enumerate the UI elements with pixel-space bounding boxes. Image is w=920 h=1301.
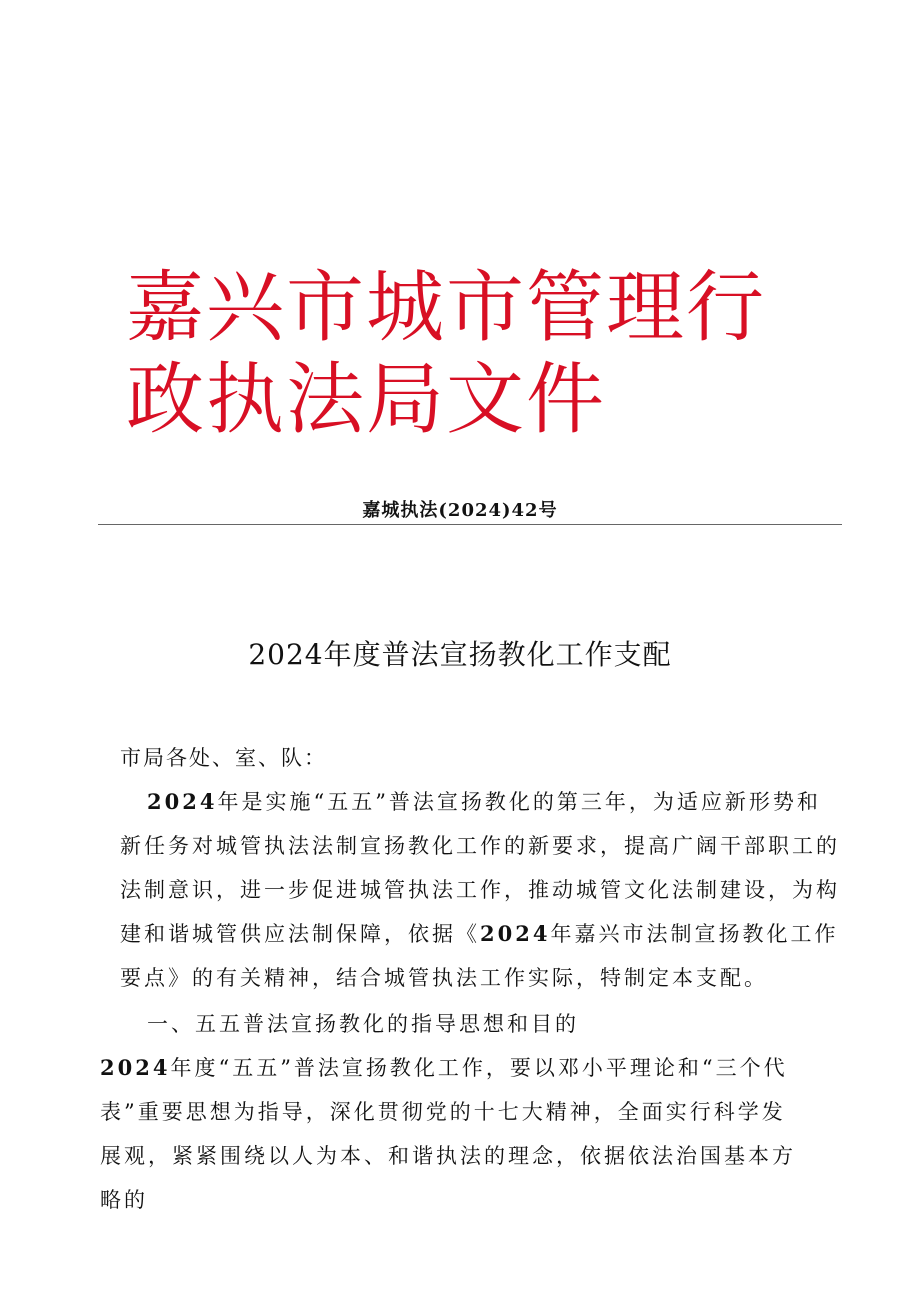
section-1-heading: 一、五五普法宣扬教化的指导思想和目的 xyxy=(147,1012,579,1036)
paragraph-2 xyxy=(100,1046,800,1222)
organization-header-title: 嘉兴市城市管理行政执法局文件 xyxy=(126,263,767,445)
paragraph-2-text-part-1: 年度“五五”普法宣扬教化工作，要以邓小平理论和“三个代表”重要思想为指导，深化贯彻党的十七大精神，全面实行科学发展观，紧紧围绕以人为本、和谐执法的理念，依据依法治国基本方略的 xyxy=(100,1056,796,1212)
paragraph-1-text-part-2: 年嘉兴市法制宣扬教化工作要点》的有关精神，结合城管执法工作实际，特制定本支配。 xyxy=(120,922,839,990)
paragraph-2-year: 2024 xyxy=(100,1055,171,1080)
paragraph-1-year-2: 2024 xyxy=(480,921,551,946)
paragraph-1-year: 2024 xyxy=(147,789,218,814)
paragraph-1 xyxy=(100,780,840,1000)
document-body xyxy=(100,736,840,1222)
paragraph-1-text-part-1: 年是实施“五五”普法宣扬教化的第三年，为适应新形势和新任务对城管执法法制宣扬教化工作的新要求，提高广阔干部职工的法制意识，进一步促进城管执法工作，推动城管文化法制建设，为构建和谐城管供应法制保障，依据《 xyxy=(120,790,840,946)
salutation: 市局各处、室、队： xyxy=(120,746,327,770)
header-divider-line xyxy=(98,524,842,525)
document-number: 嘉城执法(2024)42号 xyxy=(362,500,558,521)
document-title: 2024年度普法宣扬教化工作支配 xyxy=(248,638,672,671)
